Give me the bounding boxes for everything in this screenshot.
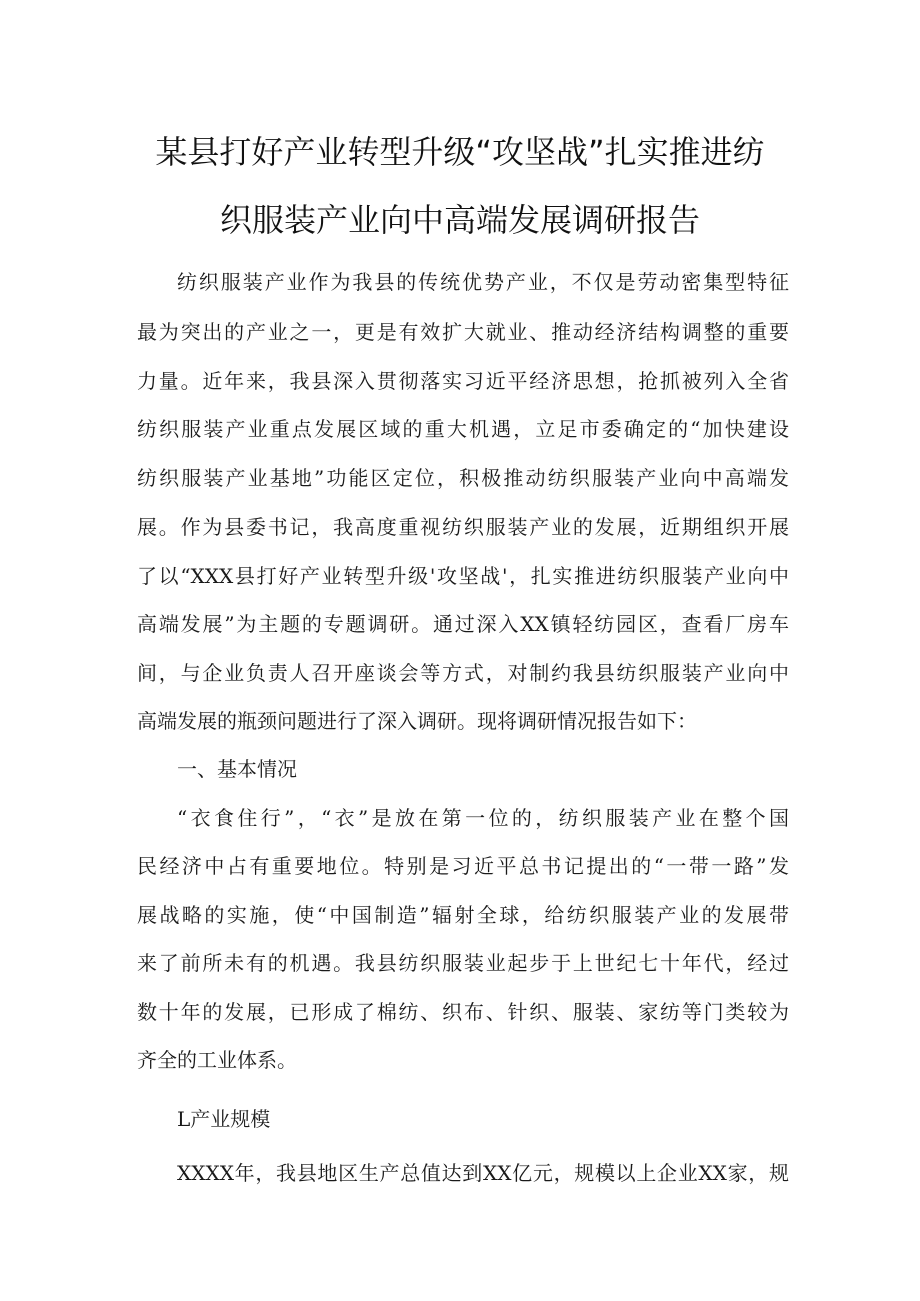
document-title-line-1: 某县打好产业转型升级“攻坚战”扎实推进纺: [155, 133, 765, 171]
paragraph-2-line-3: 展战略的实施，使“中国制造”辐射全球，给纺织服装产业的发展带: [137, 903, 789, 927]
paragraph-1-line-3: 力量。近年来，我县深入贯彻落实习近平经济思想，抢抓被列入全省: [137, 369, 789, 393]
paragraph-2-line-1: “衣食住行”，“衣”是放在第一位的，纺织服装产业在整个国: [177, 806, 789, 830]
paragraph-2-line-5: 数十年的发展，已形成了棉纺、织布、针织、服装、家纺等门类较为: [137, 1000, 789, 1024]
paragraph-1-line-4: 纺织服装产业重点发展区域的重大机遇，立足市委确定的“加快建设: [137, 417, 789, 441]
paragraph-1-line-1: 纺织服装产业作为我县的传统优势产业，不仅是劳动密集型特征: [177, 270, 789, 294]
paragraph-2-line-6: 齐全的工业体系。: [137, 1048, 297, 1072]
paragraph-1-line-9: 间，与企业负责人召开座谈会等方式，对制约我县纺织服装产业向中: [137, 661, 789, 685]
paragraph-1-line-8: 高端发展”为主题的专题调研。通过深入XX镇轻纺园区，查看厂房车: [137, 612, 789, 636]
paragraph-1-line-10: 高端发展的瓶颈问题进行了深入调研。现将调研情况报告如下：: [137, 709, 697, 733]
paragraph-1-line-2: 最为突出的产业之一，更是有效扩大就业、推动经济结构调整的重要: [137, 320, 789, 344]
paragraph-2-line-2: 民经济中占有重要地位。特别是习近平总书记提出的“一带一路”发: [137, 854, 789, 878]
document-title-line-2: 织服装产业向中高端发展调研报告: [219, 201, 700, 239]
paragraph-2-line-4: 来了前所未有的机遇。我县纺织服装业起步于上世纪七十年代，经过: [137, 951, 789, 975]
paragraph-1-line-5: 纺织服装产业基地”功能区定位，积极推动纺织服装产业向中高端发: [137, 466, 789, 490]
paragraph-1-line-6: 展。作为县委书记，我高度重视纺织服装产业的发展，近期组织开展: [137, 515, 789, 539]
section-heading-basic-situation: 一、基本情况: [177, 757, 297, 781]
subheading-industry-scale: L产业规模: [177, 1107, 271, 1131]
paragraph-1-line-7: 了以“XXX县打好产业转型升级'攻坚战'，扎实推进纺织服装产业向中: [137, 564, 789, 588]
paragraph-3-line-1: XXXX年，我县地区生产总值达到XX亿元，规模以上企业XX家，规: [177, 1161, 789, 1185]
